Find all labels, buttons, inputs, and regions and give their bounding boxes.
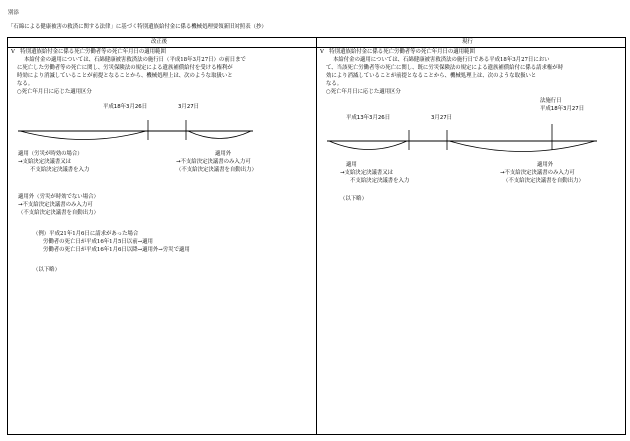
right-column — [317, 48, 626, 434]
left-subsection: ○死亡年月日に応じた適用区分 — [17, 89, 92, 95]
right-law-label-2: 平成18年3月27日 — [540, 106, 585, 112]
page-title: 「石綿による健康被害の救済に関する法律」に基づく特別遺族給付金に係る機械処理要領新旧対照表（抄） — [8, 24, 267, 30]
right-omitted: （以下略） — [340, 196, 367, 202]
left-omitted: （以下略） — [33, 267, 60, 273]
left-case3-line: →不支給決定決議書のみ入力可 — [18, 202, 93, 208]
right-date-1: 平成13年3月26日 — [346, 115, 391, 121]
left-para-line: 本給付金の適用については、石綿健康被害救済法の施行日（平成18年3月27日）の前日まで — [24, 57, 246, 63]
right-para-line: なる。 — [326, 81, 343, 87]
left-date-2: 3月27日 — [178, 104, 200, 110]
left-example-line: （例）平成21年1月6日に請求があった場合 — [33, 231, 139, 237]
right-section-title: V 特別遺族給付金に係る死亡労働者等の死亡年月日の適用範囲 — [320, 49, 475, 55]
right-law-label-1: 法施行日 — [540, 98, 562, 104]
right-case2-line: （不支給決定決議書を自動出力） — [503, 178, 584, 184]
right-para-line: て、当該死亡労働者等の死亡に関し、既に労災保険法の規定による遺族補償給付に係る請求権が時 — [326, 65, 564, 71]
left-example-line: 労働者の死亡日が平成16年1月6日以降→適用外→労災で適用 — [43, 247, 190, 253]
right-date-2: 3月27日 — [431, 115, 453, 121]
right-case1-line: →支給決定決議書又は — [340, 170, 394, 176]
left-column-heading: 改正後 — [151, 39, 168, 45]
comparison-table — [7, 37, 626, 435]
left-column — [8, 48, 316, 434]
right-para-line: 本給付金の適用については、石綿健康被害救済法の施行日である平成18年3月27日におい — [333, 57, 550, 63]
right-subsection: ○死亡年月日に応じた適用区分 — [326, 89, 401, 95]
right-range-arc-1 — [329, 141, 407, 150]
right-case2-line: →不支給決定決議書のみ入力可 — [500, 170, 575, 176]
left-para-line: なる。 — [17, 81, 34, 87]
right-column-heading: 現行 — [462, 39, 473, 45]
left-case2-line: （不支給決定決議書を自動出力） — [176, 167, 257, 173]
left-para-line: 時効により消滅していることが前提となることから、機械処理上は、次のような取扱いと — [17, 73, 233, 79]
left-range-arc-2 — [188, 131, 251, 139]
left-case1-line: 不支給決定決議書を入力 — [30, 167, 90, 173]
right-case1-line: 適用 — [346, 162, 357, 168]
left-case3-line: 適用外（労災が時効でない場合） — [18, 194, 99, 200]
right-case1-line: 不支給決定決議書を入力 — [350, 178, 410, 184]
left-case1-line: 適用（労災が時効の場合） — [18, 151, 83, 157]
left-range-arc-1 — [20, 131, 146, 140]
left-date-1: 平成18年3月26日 — [103, 104, 148, 110]
appendix-label: 別添 — [8, 10, 19, 16]
right-timeline-diagram — [317, 118, 626, 178]
left-para-line: に死亡した労働者等の死亡に関し、労災保険法の規定による遺族補償給付を受ける権利が — [17, 65, 233, 71]
left-case2-line: →不支給決定決議書のみ入力可 — [176, 159, 251, 165]
left-section-title: V 特別遺族給付金に係る死亡労働者等の死亡年月日の適用範囲 — [11, 49, 166, 55]
left-case1-line: →支給決定決議書又は — [18, 159, 72, 165]
left-case2-line: 適用外 — [215, 151, 232, 157]
left-example-line: 労働者の死亡日が平成16年1月5日以前→適用 — [43, 239, 153, 245]
left-case3-line: （不支給決定決議書を自動出力） — [18, 210, 99, 216]
right-para-line: 効により消滅していることが前提となることから、機械処理上は、次のような取扱いと — [326, 73, 537, 79]
right-range-arc-2 — [449, 141, 595, 152]
right-case2-line: 適用外 — [537, 162, 554, 168]
